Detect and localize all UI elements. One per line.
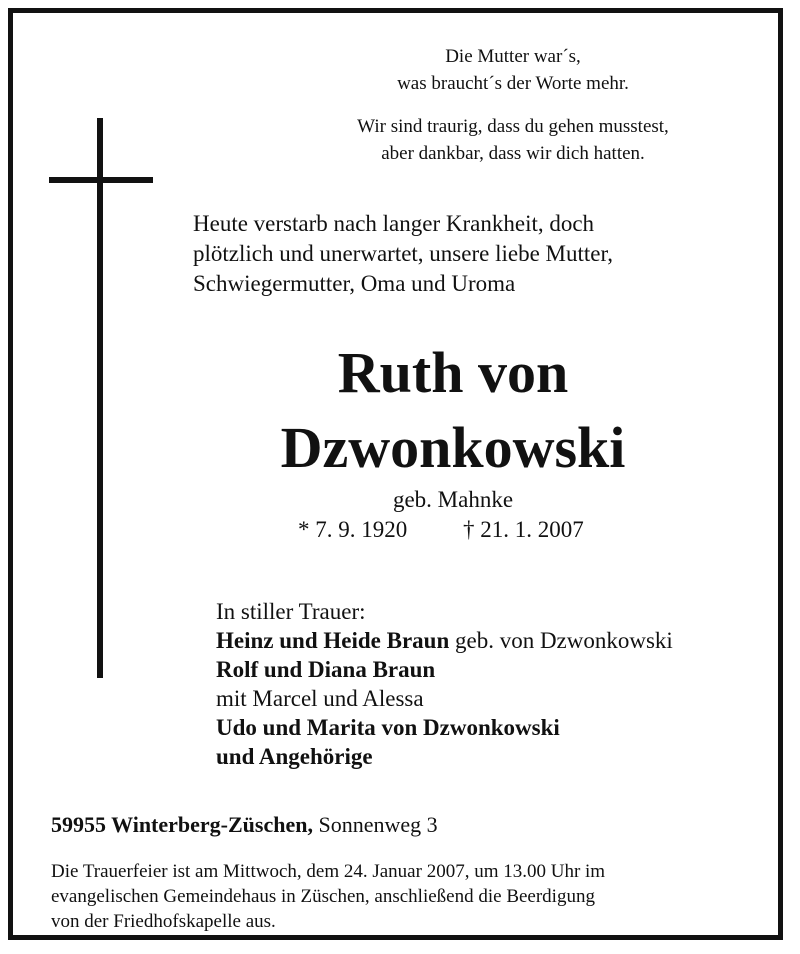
mourner-note: geb. von Dzwonkowski [449, 628, 673, 653]
intro-line: Heute verstarb nach langer Krankheit, doch [193, 211, 595, 236]
mourner-line: und Angehörige [216, 744, 373, 769]
birth-date: * 7. 9. 1920 [298, 517, 408, 542]
address [51, 811, 438, 839]
service-line: von der Friedhofskapelle aus. [51, 911, 276, 932]
mourner-line: Udo und Marita von Dzwonkowski [216, 715, 560, 740]
deceased-name-line2: Dzwonkowski [280, 415, 626, 480]
service-info [51, 859, 605, 934]
service-line: Die Trauerfeier ist am Mittwoch, dem 24. Januar 2007, um 13.00 Uhr im [51, 861, 606, 882]
verse-line: was braucht´s der Worte mehr. [397, 73, 629, 94]
verse-line: Wir sind traurig, dass du gehen musstest, [357, 116, 669, 137]
intro-line: Schwiegermutter, Oma und Uroma [193, 271, 516, 296]
verse-line: aber dankbar, dass wir dich hatten. [381, 143, 645, 164]
cross-icon [97, 118, 103, 678]
service-line: evangelischen Gemeindehaus in Züschen, anschließend die Beerdigung [51, 886, 595, 907]
mourner-line [216, 626, 673, 655]
intro-line: plötzlich und unerwartet, unsere liebe Mutter, [193, 241, 613, 266]
intro-text [193, 209, 613, 299]
address-street: Sonnenweg 3 [312, 812, 438, 837]
mourner-name: Heinz und Heide Braun [216, 628, 450, 653]
cross-icon-bar [49, 177, 153, 183]
mourner-line: mit Marcel und Alessa [216, 686, 424, 711]
verse-line: Die Mutter war´s, [445, 46, 581, 67]
verse-stanza-1 [303, 43, 723, 97]
maiden-name: geb. Mahnke [392, 487, 514, 512]
mourners-list [216, 597, 673, 771]
verse-stanza-2 [303, 113, 723, 167]
mourner-line: Rolf und Diana Braun [216, 657, 436, 682]
deceased-name-line1: Ruth von [337, 340, 569, 405]
address-city: 59955 Winterberg-Züschen, [51, 812, 313, 837]
death-date: † 21. 1. 2007 [463, 517, 584, 542]
mourners-heading: In stiller Trauer: [216, 599, 366, 624]
obituary-frame [8, 8, 783, 940]
